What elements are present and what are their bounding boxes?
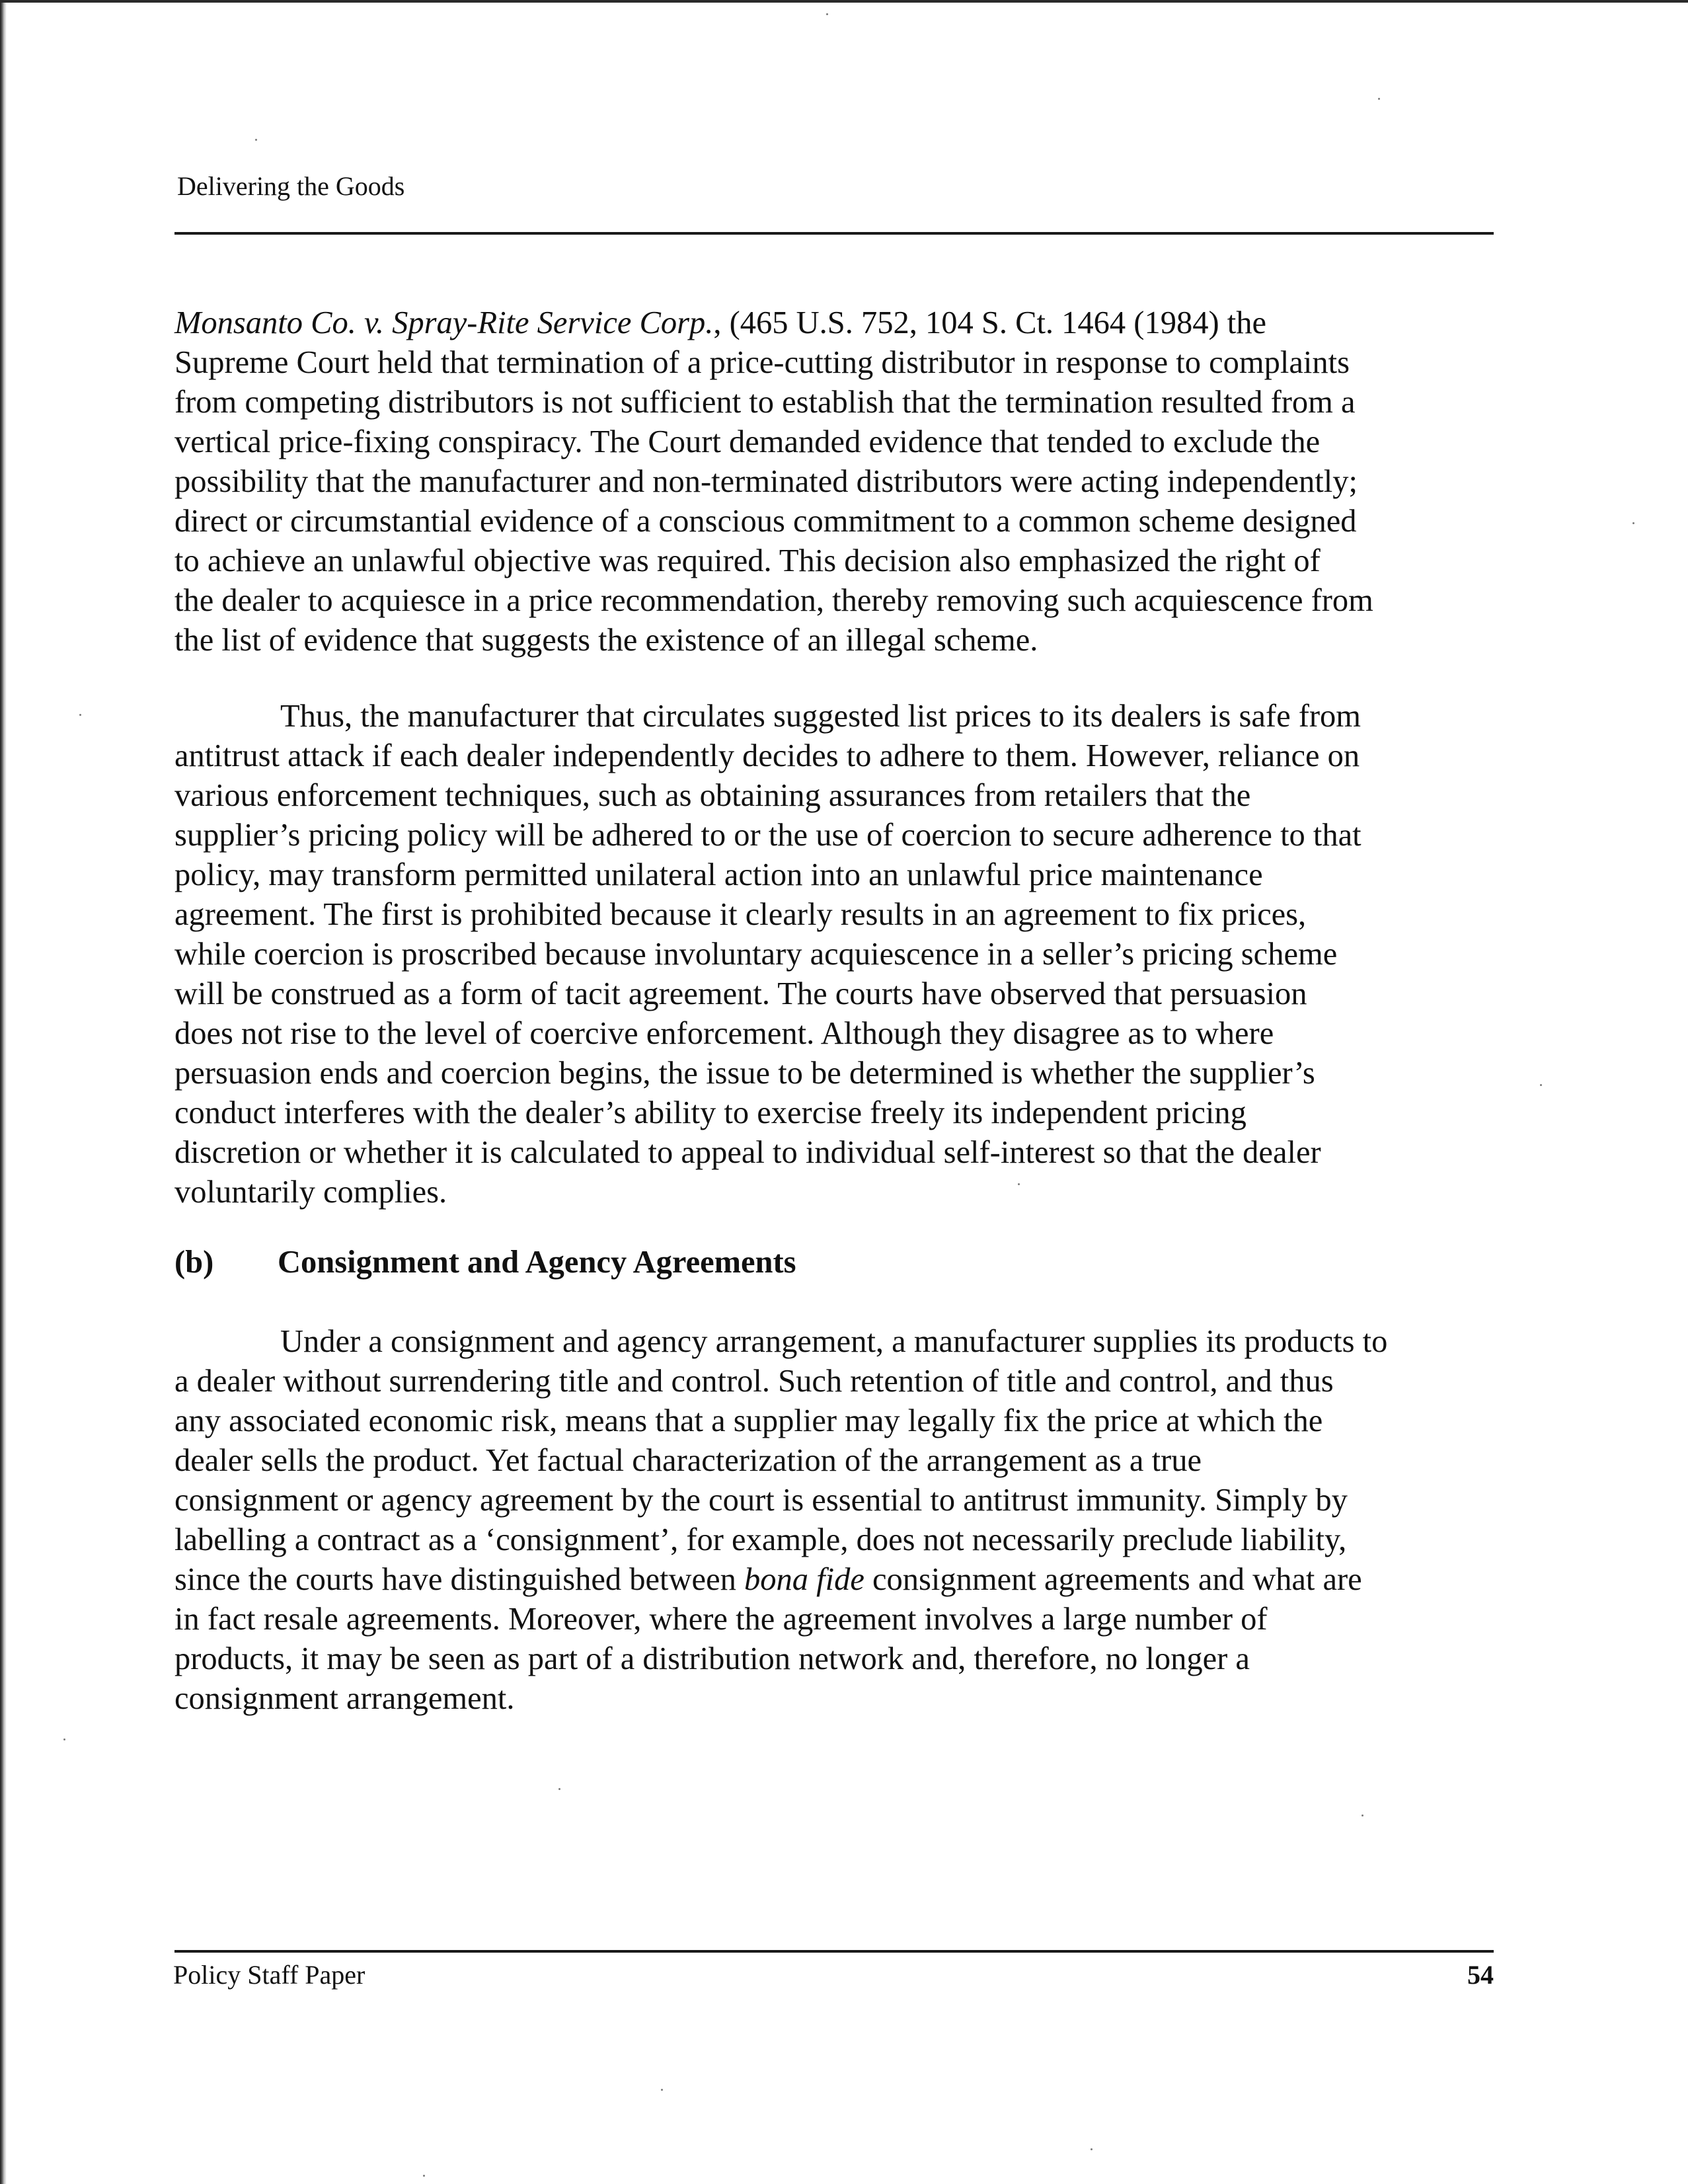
paragraph-line: labelling a contract as a ‘consignment’, for example, does not necessarily preclude liability, (174, 1522, 1347, 1557)
paragraph-line: possibility that the manufacturer and non-terminated distributors were acting independently; (174, 464, 1358, 499)
paragraph-line: various enforcement techniques, such as obtaining assurances from retailers that the (174, 778, 1251, 813)
paragraph-line: any associated economic risk, means that a supplier may legally fix the price at which the (174, 1403, 1323, 1438)
scan-speck (255, 139, 257, 141)
paragraph-line: while coercion is proscribed because involuntary acquiescence in a seller’s pricing scheme (174, 937, 1338, 972)
paragraph-line: a dealer without surrendering title and control. Such retention of title and control, and thus (174, 1364, 1334, 1399)
line-text: consignment agreements and what are (864, 1562, 1362, 1597)
paragraph-line: the dealer to acquiesce in a price recommendation, thereby removing such acquiescence from (174, 583, 1373, 618)
paragraph-line: consignment or agency agreement by the court is essential to antitrust immunity. Simply by (174, 1483, 1348, 1518)
paragraph-line: in fact resale agreements. Moreover, where the agreement involves a large number of (174, 1602, 1268, 1637)
citation-rest: , (465 U.S. 752, 104 S. Ct. 1464 (1984) the (713, 305, 1266, 340)
paragraph-line: dealer sells the product. Yet factual characterization of the arrangement as a true (174, 1443, 1202, 1478)
paragraph-line: direct or circumstantial evidence of a conscious commitment to a common scheme designed (174, 504, 1357, 539)
scan-shadow-top (0, 0, 1688, 3)
paragraph-line: vertical price-fixing conspiracy. The Court demanded evidence that tended to exclude the (174, 424, 1321, 459)
paragraph-line: does not rise to the level of coercive enforcement. Although they disagree as to where (174, 1016, 1274, 1051)
paragraph-line: Supreme Court held that termination of a price-cutting distributor in response to complaints (174, 345, 1350, 380)
footer-label: Policy Staff Paper (173, 1960, 365, 1990)
paragraph-line: will be construed as a form of tacit agreement. The courts have observed that persuasion (174, 976, 1307, 1011)
paragraph-line: Under a consignment and agency arrangement, a manufacturer supplies its products to (280, 1324, 1388, 1359)
line-text: since the courts have distinguished between (174, 1562, 744, 1597)
running-header: Delivering the Goods (177, 171, 405, 201)
paragraph-suggested-prices (174, 697, 1362, 1212)
paragraph-line: discretion or whether it is calculated to appeal to individual self-interest so that the dealer (174, 1135, 1321, 1170)
case-citation: Monsanto Co. v. Spray-Rite Service Corp. (174, 305, 714, 340)
section-heading (174, 1243, 796, 1282)
scan-speck (826, 13, 828, 15)
paragraph-line (174, 303, 1373, 343)
paragraph-line: the list of evidence that suggests the existence of an illegal scheme. (174, 623, 1038, 658)
paragraph-line: from competing distributors is not sufficient to establish that the termination resulted from a (174, 385, 1356, 420)
section-label: (b) (174, 1245, 214, 1280)
paragraph-line: agreement. The first is prohibited because it clearly results in an agreement to fix prices, (174, 897, 1307, 932)
paragraph-line: antitrust attack if each dealer independently decides to adhere to them. However, reliance on (174, 738, 1360, 773)
paragraph-line: voluntarily complies. (174, 1175, 447, 1210)
paragraph-line: supplier’s pricing policy will be adhered to or the use of coercion to secure adherence to that (174, 818, 1362, 853)
scan-speck (1378, 98, 1380, 100)
paragraph-line: conduct interferes with the dealer’s ability to exercise freely its independent pricing (174, 1095, 1247, 1130)
scan-speck (79, 714, 81, 716)
scan-speck (423, 2175, 425, 2177)
paragraph-line: products, it may be seen as part of a distribution network and, therefore, no longer a (174, 1641, 1250, 1676)
scan-speck (661, 2089, 663, 2091)
paragraph-monsanto-case (174, 303, 1373, 660)
scan-speck (1632, 522, 1634, 524)
scan-speck (1362, 1814, 1363, 1816)
scan-speck (558, 1788, 560, 1790)
footer-rule (174, 1950, 1494, 1953)
paragraph-line: Thus, the manufacturer that circulates suggested list prices to its dealers is safe from (280, 699, 1362, 734)
scan-shadow-edge (0, 0, 7, 2184)
scan-speck (63, 1738, 65, 1740)
italic-term: bona fide (744, 1562, 864, 1597)
scan-speck (1540, 1084, 1542, 1086)
section-title: Consignment and Agency Agreements (278, 1245, 796, 1280)
paragraph-line: consignment arrangement. (174, 1681, 515, 1716)
paragraph-line: to achieve an unlawful objective was required. This decision also emphasized the right of (174, 543, 1321, 578)
scan-speck (1018, 1183, 1020, 1185)
page-number: 54 (1467, 1960, 1494, 1990)
paragraph-line (174, 1560, 1387, 1600)
paragraph-consignment (174, 1322, 1387, 1719)
scan-speck (1091, 2148, 1093, 2150)
header-rule (174, 232, 1494, 235)
paragraph-line: policy, may transform permitted unilateral action into an unlawful price maintenance (174, 857, 1263, 892)
paragraph-line: persuasion ends and coercion begins, the issue to be determined is whether the supplier’s (174, 1056, 1315, 1091)
